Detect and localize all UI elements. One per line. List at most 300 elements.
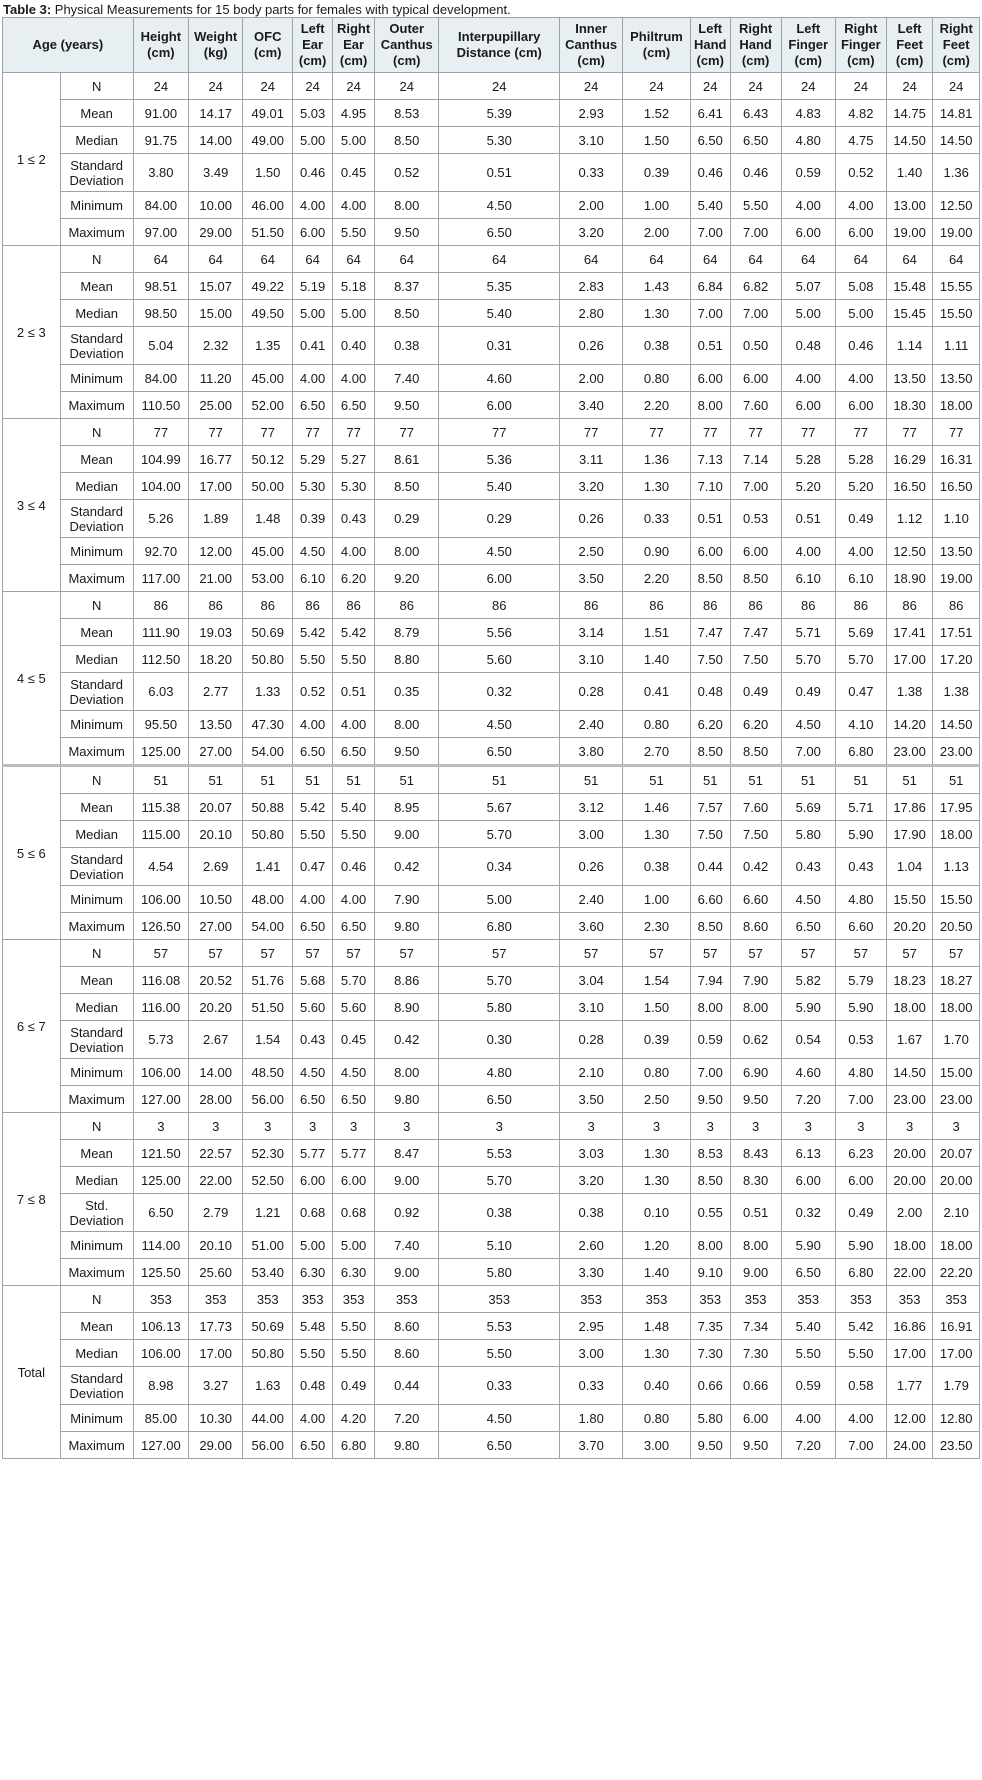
column-header: Interpupillary Distance (cm) <box>439 18 560 73</box>
table-cell: 17.51 <box>933 619 980 646</box>
table-cell: 1.52 <box>623 100 691 127</box>
table-cell: 49.00 <box>243 127 293 154</box>
table-cell: 8.50 <box>690 565 730 592</box>
table-cell: 16.29 <box>886 446 933 473</box>
table-cell: 1.40 <box>623 646 691 673</box>
table-cell: 6.50 <box>293 738 333 766</box>
table-cell: 8.43 <box>730 1140 781 1167</box>
table-caption-label: Table 3: <box>3 2 52 17</box>
table-cell: 7.00 <box>690 1059 730 1086</box>
table-cell: 353 <box>560 1286 623 1313</box>
table-cell: 104.00 <box>133 473 188 500</box>
table-cell: 86 <box>560 592 623 619</box>
table-cell: 1.41 <box>243 848 293 886</box>
table-cell: 16.77 <box>189 446 243 473</box>
table-cell: 8.00 <box>730 994 781 1021</box>
statistic-label: Standard Deviation <box>60 327 133 365</box>
table-cell: 57 <box>690 940 730 967</box>
table-cell: 11.20 <box>189 365 243 392</box>
table-cell: 6.50 <box>333 738 375 766</box>
table-cell: 29.00 <box>189 1432 243 1459</box>
table-row <box>3 1286 980 1313</box>
measurements-table <box>2 17 980 1459</box>
table-cell: 7.50 <box>730 646 781 673</box>
table-cell: 5.40 <box>439 473 560 500</box>
table-cell: 0.52 <box>293 673 333 711</box>
table-cell: 24.00 <box>886 1432 933 1459</box>
table-cell: 20.00 <box>886 1140 933 1167</box>
table-cell: 13.50 <box>933 538 980 565</box>
table-cell: 6.50 <box>293 1086 333 1113</box>
table-cell: 5.60 <box>439 646 560 673</box>
table-cell: 6.00 <box>781 392 835 419</box>
table-cell: 3.80 <box>133 154 188 192</box>
table-cell: 4.50 <box>439 1405 560 1432</box>
table-cell: 5.00 <box>439 886 560 913</box>
table-cell: 6.50 <box>293 913 333 940</box>
statistic-label: Standard Deviation <box>60 154 133 192</box>
table-cell: 1.36 <box>623 446 691 473</box>
table-cell: 91.75 <box>133 127 188 154</box>
table-cell: 64 <box>293 246 333 273</box>
table-cell: 8.79 <box>375 619 439 646</box>
table-cell: 0.90 <box>623 538 691 565</box>
table-cell: 6.00 <box>690 365 730 392</box>
table-cell: 2.83 <box>560 273 623 300</box>
statistic-label: Maximum <box>60 1432 133 1459</box>
table-row <box>3 1340 980 1367</box>
table-cell: 1.51 <box>623 619 691 646</box>
statistic-label: Maximum <box>60 913 133 940</box>
table-cell: 7.94 <box>690 967 730 994</box>
table-cell: 14.75 <box>886 100 933 127</box>
table-cell: 24 <box>690 73 730 100</box>
statistic-label: Minimum <box>60 1232 133 1259</box>
table-cell: 0.38 <box>623 327 691 365</box>
table-cell: 3.60 <box>560 913 623 940</box>
table-cell: 1.30 <box>623 1167 691 1194</box>
table-cell: 15.45 <box>886 300 933 327</box>
table-cell: 50.69 <box>243 1313 293 1340</box>
column-header: Right Hand (cm) <box>730 18 781 73</box>
table-cell: 4.83 <box>781 100 835 127</box>
table-cell: 53.00 <box>243 565 293 592</box>
table-cell: 9.50 <box>690 1086 730 1113</box>
table-cell: 121.50 <box>133 1140 188 1167</box>
table-cell: 1.04 <box>886 848 933 886</box>
table-cell: 5.50 <box>333 821 375 848</box>
table-cell: 0.54 <box>781 1021 835 1059</box>
table-cell: 17.00 <box>886 646 933 673</box>
table-cell: 5.53 <box>439 1313 560 1340</box>
table-cell: 17.00 <box>933 1340 980 1367</box>
table-row <box>3 766 980 794</box>
table-cell: 4.80 <box>439 1059 560 1086</box>
column-header: Left Finger (cm) <box>781 18 835 73</box>
table-cell: 4.60 <box>781 1059 835 1086</box>
statistic-label: N <box>60 592 133 619</box>
table-cell: 24 <box>333 73 375 100</box>
statistic-label: N <box>60 246 133 273</box>
table-cell: 1.50 <box>243 154 293 192</box>
table-row <box>3 913 980 940</box>
table-cell: 6.03 <box>133 673 188 711</box>
table-cell: 47.30 <box>243 711 293 738</box>
table-cell: 86 <box>439 592 560 619</box>
table-cell: 2.00 <box>560 192 623 219</box>
table-cell: 6.50 <box>439 738 560 766</box>
table-cell: 16.86 <box>886 1313 933 1340</box>
table-cell: 24 <box>781 73 835 100</box>
table-cell: 18.00 <box>886 1232 933 1259</box>
table-cell: 6.10 <box>781 565 835 592</box>
table-cell: 20.10 <box>189 1232 243 1259</box>
table-cell: 1.13 <box>933 848 980 886</box>
table-cell: 0.46 <box>730 154 781 192</box>
table-cell: 8.60 <box>730 913 781 940</box>
table-cell: 12.00 <box>886 1405 933 1432</box>
table-cell: 6.50 <box>439 219 560 246</box>
table-cell: 24 <box>886 73 933 100</box>
statistic-label: Maximum <box>60 1259 133 1286</box>
table-cell: 15.50 <box>933 300 980 327</box>
table-cell: 57 <box>933 940 980 967</box>
table-cell: 4.50 <box>781 711 835 738</box>
table-row <box>3 673 980 711</box>
table-cell: 3.00 <box>560 821 623 848</box>
table-cell: 5.19 <box>293 273 333 300</box>
table-cell: 0.80 <box>623 1405 691 1432</box>
table-cell: 4.54 <box>133 848 188 886</box>
table-row <box>3 500 980 538</box>
table-cell: 13.00 <box>886 192 933 219</box>
table-cell: 17.00 <box>886 1340 933 1367</box>
table-cell: 77 <box>730 419 781 446</box>
table-cell: 4.00 <box>333 886 375 913</box>
age-group-label: 6 ≤ 7 <box>3 940 61 1113</box>
table-cell: 5.68 <box>293 967 333 994</box>
table-cell: 3 <box>933 1113 980 1140</box>
table-cell: 4.00 <box>333 192 375 219</box>
table-cell: 1.00 <box>623 886 691 913</box>
table-cell: 6.50 <box>730 127 781 154</box>
table-cell: 4.50 <box>439 711 560 738</box>
table-cell: 5.50 <box>333 1340 375 1367</box>
statistic-label: Mean <box>60 446 133 473</box>
table-cell: 5.90 <box>835 821 886 848</box>
table-cell: 9.80 <box>375 1086 439 1113</box>
table-cell: 111.90 <box>133 619 188 646</box>
table-cell: 51 <box>886 766 933 794</box>
table-cell: 5.50 <box>333 219 375 246</box>
table-cell: 5.70 <box>439 1167 560 1194</box>
table-row <box>3 821 980 848</box>
table-cell: 6.60 <box>835 913 886 940</box>
table-cell: 5.28 <box>781 446 835 473</box>
table-cell: 6.00 <box>439 565 560 592</box>
table-cell: 19.03 <box>189 619 243 646</box>
table-cell: 5.30 <box>439 127 560 154</box>
table-cell: 5.42 <box>293 619 333 646</box>
table-cell: 5.27 <box>333 446 375 473</box>
table-cell: 49.50 <box>243 300 293 327</box>
table-cell: 0.49 <box>333 1367 375 1405</box>
column-header: Right Ear (cm) <box>333 18 375 73</box>
table-cell: 86 <box>690 592 730 619</box>
table-cell: 1.48 <box>623 1313 691 1340</box>
table-cell: 44.00 <box>243 1405 293 1432</box>
table-cell: 0.45 <box>333 1021 375 1059</box>
table-cell: 17.86 <box>886 794 933 821</box>
table-cell: 8.60 <box>375 1313 439 1340</box>
table-cell: 3.10 <box>560 127 623 154</box>
table-cell: 115.00 <box>133 821 188 848</box>
statistic-label: Median <box>60 300 133 327</box>
table-cell: 0.55 <box>690 1194 730 1232</box>
table-cell: 5.40 <box>333 794 375 821</box>
table-cell: 24 <box>623 73 691 100</box>
table-cell: 12.80 <box>933 1405 980 1432</box>
table-cell: 7.40 <box>375 365 439 392</box>
table-cell: 3 <box>189 1113 243 1140</box>
column-header: Left Ear (cm) <box>293 18 333 73</box>
table-cell: 104.99 <box>133 446 188 473</box>
table-cell: 51 <box>189 766 243 794</box>
table-cell: 92.70 <box>133 538 188 565</box>
table-cell: 5.20 <box>835 473 886 500</box>
table-cell: 6.50 <box>133 1194 188 1232</box>
table-cell: 20.20 <box>189 994 243 1021</box>
table-cell: 77 <box>623 419 691 446</box>
table-row <box>3 619 980 646</box>
table-cell: 4.00 <box>333 711 375 738</box>
column-header: Right Finger (cm) <box>835 18 886 73</box>
table-cell: 8.37 <box>375 273 439 300</box>
table-cell: 77 <box>933 419 980 446</box>
statistic-label: Median <box>60 994 133 1021</box>
table-cell: 51 <box>835 766 886 794</box>
table-cell: 4.00 <box>333 538 375 565</box>
table-cell: 5.00 <box>333 127 375 154</box>
table-cell: 0.80 <box>623 365 691 392</box>
table-cell: 14.81 <box>933 100 980 127</box>
table-cell: 50.88 <box>243 794 293 821</box>
statistic-label: N <box>60 419 133 446</box>
table-cell: 24 <box>730 73 781 100</box>
table-cell: 10.50 <box>189 886 243 913</box>
table-cell: 6.00 <box>835 1167 886 1194</box>
table-cell: 353 <box>730 1286 781 1313</box>
table-cell: 48.50 <box>243 1059 293 1086</box>
table-cell: 4.00 <box>293 192 333 219</box>
table-row <box>3 646 980 673</box>
statistic-label: Std. Deviation <box>60 1194 133 1232</box>
table-cell: 5.00 <box>293 300 333 327</box>
table-cell: 12.50 <box>933 192 980 219</box>
table-cell: 1.67 <box>886 1021 933 1059</box>
table-cell: 8.50 <box>375 127 439 154</box>
table-cell: 0.66 <box>730 1367 781 1405</box>
table-cell: 6.50 <box>781 1259 835 1286</box>
table-cell: 1.10 <box>933 500 980 538</box>
table-cell: 1.63 <box>243 1367 293 1405</box>
table-cell: 5.36 <box>439 446 560 473</box>
table-cell: 5.04 <box>133 327 188 365</box>
table-row <box>3 392 980 419</box>
table-cell: 5.30 <box>293 473 333 500</box>
table-cell: 125.00 <box>133 1167 188 1194</box>
table-cell: 0.49 <box>781 673 835 711</box>
table-cell: 9.50 <box>375 219 439 246</box>
statistic-label: Minimum <box>60 192 133 219</box>
table-cell: 8.80 <box>375 646 439 673</box>
table-cell: 3 <box>730 1113 781 1140</box>
table-cell: 10.30 <box>189 1405 243 1432</box>
table-cell: 9.10 <box>690 1259 730 1286</box>
table-cell: 0.44 <box>690 848 730 886</box>
table-cell: 4.80 <box>835 1059 886 1086</box>
table-cell: 5.50 <box>293 646 333 673</box>
table-cell: 1.12 <box>886 500 933 538</box>
table-cell: 19.00 <box>886 219 933 246</box>
table-cell: 5.28 <box>835 446 886 473</box>
column-header: Inner Canthus (cm) <box>560 18 623 73</box>
table-cell: 8.00 <box>730 1232 781 1259</box>
table-cell: 22.57 <box>189 1140 243 1167</box>
table-cell: 14.50 <box>933 711 980 738</box>
table-cell: 64 <box>886 246 933 273</box>
table-cell: 18.27 <box>933 967 980 994</box>
table-cell: 0.51 <box>690 500 730 538</box>
table-cell: 4.00 <box>781 365 835 392</box>
table-cell: 5.90 <box>835 1232 886 1259</box>
table-cell: 50.12 <box>243 446 293 473</box>
table-row <box>3 192 980 219</box>
table-cell: 51.76 <box>243 967 293 994</box>
table-cell: 51 <box>781 766 835 794</box>
table-cell: 6.00 <box>439 392 560 419</box>
table-cell: 9.50 <box>375 738 439 766</box>
table-cell: 8.61 <box>375 446 439 473</box>
table-cell: 5.71 <box>781 619 835 646</box>
table-cell: 16.91 <box>933 1313 980 1340</box>
table-row <box>3 848 980 886</box>
table-cell: 0.47 <box>835 673 886 711</box>
statistic-label: Median <box>60 473 133 500</box>
table-cell: 8.60 <box>375 1340 439 1367</box>
table-cell: 6.50 <box>439 1086 560 1113</box>
table-cell: 4.00 <box>835 538 886 565</box>
table-cell: 4.00 <box>835 365 886 392</box>
table-cell: 64 <box>189 246 243 273</box>
table-cell: 0.42 <box>730 848 781 886</box>
table-cell: 8.30 <box>730 1167 781 1194</box>
table-cell: 0.31 <box>439 327 560 365</box>
table-row <box>3 1259 980 1286</box>
table-cell: 7.30 <box>690 1340 730 1367</box>
table-cell: 7.60 <box>730 794 781 821</box>
table-cell: 353 <box>133 1286 188 1313</box>
table-cell: 18.00 <box>933 821 980 848</box>
table-cell: 64 <box>333 246 375 273</box>
table-cell: 5.77 <box>333 1140 375 1167</box>
table-cell: 1.70 <box>933 1021 980 1059</box>
table-cell: 18.00 <box>933 392 980 419</box>
table-cell: 0.44 <box>375 1367 439 1405</box>
table-cell: 6.50 <box>293 392 333 419</box>
table-cell: 0.39 <box>293 500 333 538</box>
table-cell: 3 <box>375 1113 439 1140</box>
table-cell: 86 <box>189 592 243 619</box>
table-cell: 7.00 <box>730 219 781 246</box>
table-cell: 5.70 <box>333 967 375 994</box>
table-cell: 5.42 <box>293 794 333 821</box>
table-row <box>3 1313 980 1340</box>
table-cell: 8.00 <box>375 1059 439 1086</box>
statistic-label: Minimum <box>60 538 133 565</box>
table-cell: 2.32 <box>189 327 243 365</box>
table-cell: 4.60 <box>439 365 560 392</box>
table-cell: 1.30 <box>623 1340 691 1367</box>
table-cell: 2.00 <box>560 365 623 392</box>
statistic-label: N <box>60 73 133 100</box>
table-cell: 6.00 <box>293 1167 333 1194</box>
table-cell: 0.40 <box>333 327 375 365</box>
table-cell: 6.60 <box>730 886 781 913</box>
table-cell: 0.49 <box>730 673 781 711</box>
table-cell: 106.00 <box>133 886 188 913</box>
table-cell: 1.20 <box>623 1232 691 1259</box>
table-cell: 0.62 <box>730 1021 781 1059</box>
table-cell: 3.50 <box>560 565 623 592</box>
table-cell: 112.50 <box>133 646 188 673</box>
table-cell: 18.20 <box>189 646 243 673</box>
table-row <box>3 446 980 473</box>
table-cell: 13.50 <box>189 711 243 738</box>
table-cell: 7.00 <box>690 219 730 246</box>
table-row <box>3 1086 980 1113</box>
table-cell: 0.51 <box>439 154 560 192</box>
table-cell: 4.00 <box>781 1405 835 1432</box>
table-cell: 86 <box>133 592 188 619</box>
table-cell: 64 <box>933 246 980 273</box>
table-cell: 86 <box>933 592 980 619</box>
table-cell: 3 <box>690 1113 730 1140</box>
statistic-label: Mean <box>60 1313 133 1340</box>
table-cell: 2.93 <box>560 100 623 127</box>
table-row <box>3 1432 980 1459</box>
table-cell: 0.41 <box>293 327 333 365</box>
table-cell: 8.00 <box>375 192 439 219</box>
table-cell: 4.00 <box>293 886 333 913</box>
table-cell: 84.00 <box>133 192 188 219</box>
table-cell: 0.80 <box>623 711 691 738</box>
table-cell: 6.13 <box>781 1140 835 1167</box>
table-cell: 106.00 <box>133 1059 188 1086</box>
table-cell: 0.33 <box>623 500 691 538</box>
table-cell: 5.03 <box>293 100 333 127</box>
table-cell: 5.80 <box>690 1405 730 1432</box>
statistic-label: Minimum <box>60 1405 133 1432</box>
table-cell: 9.20 <box>375 565 439 592</box>
table-row <box>3 738 980 766</box>
table-cell: 0.38 <box>375 327 439 365</box>
table-cell: 9.00 <box>375 821 439 848</box>
table-cell: 77 <box>439 419 560 446</box>
table-cell: 51.50 <box>243 219 293 246</box>
table-cell: 8.00 <box>375 711 439 738</box>
statistic-label: Mean <box>60 1140 133 1167</box>
